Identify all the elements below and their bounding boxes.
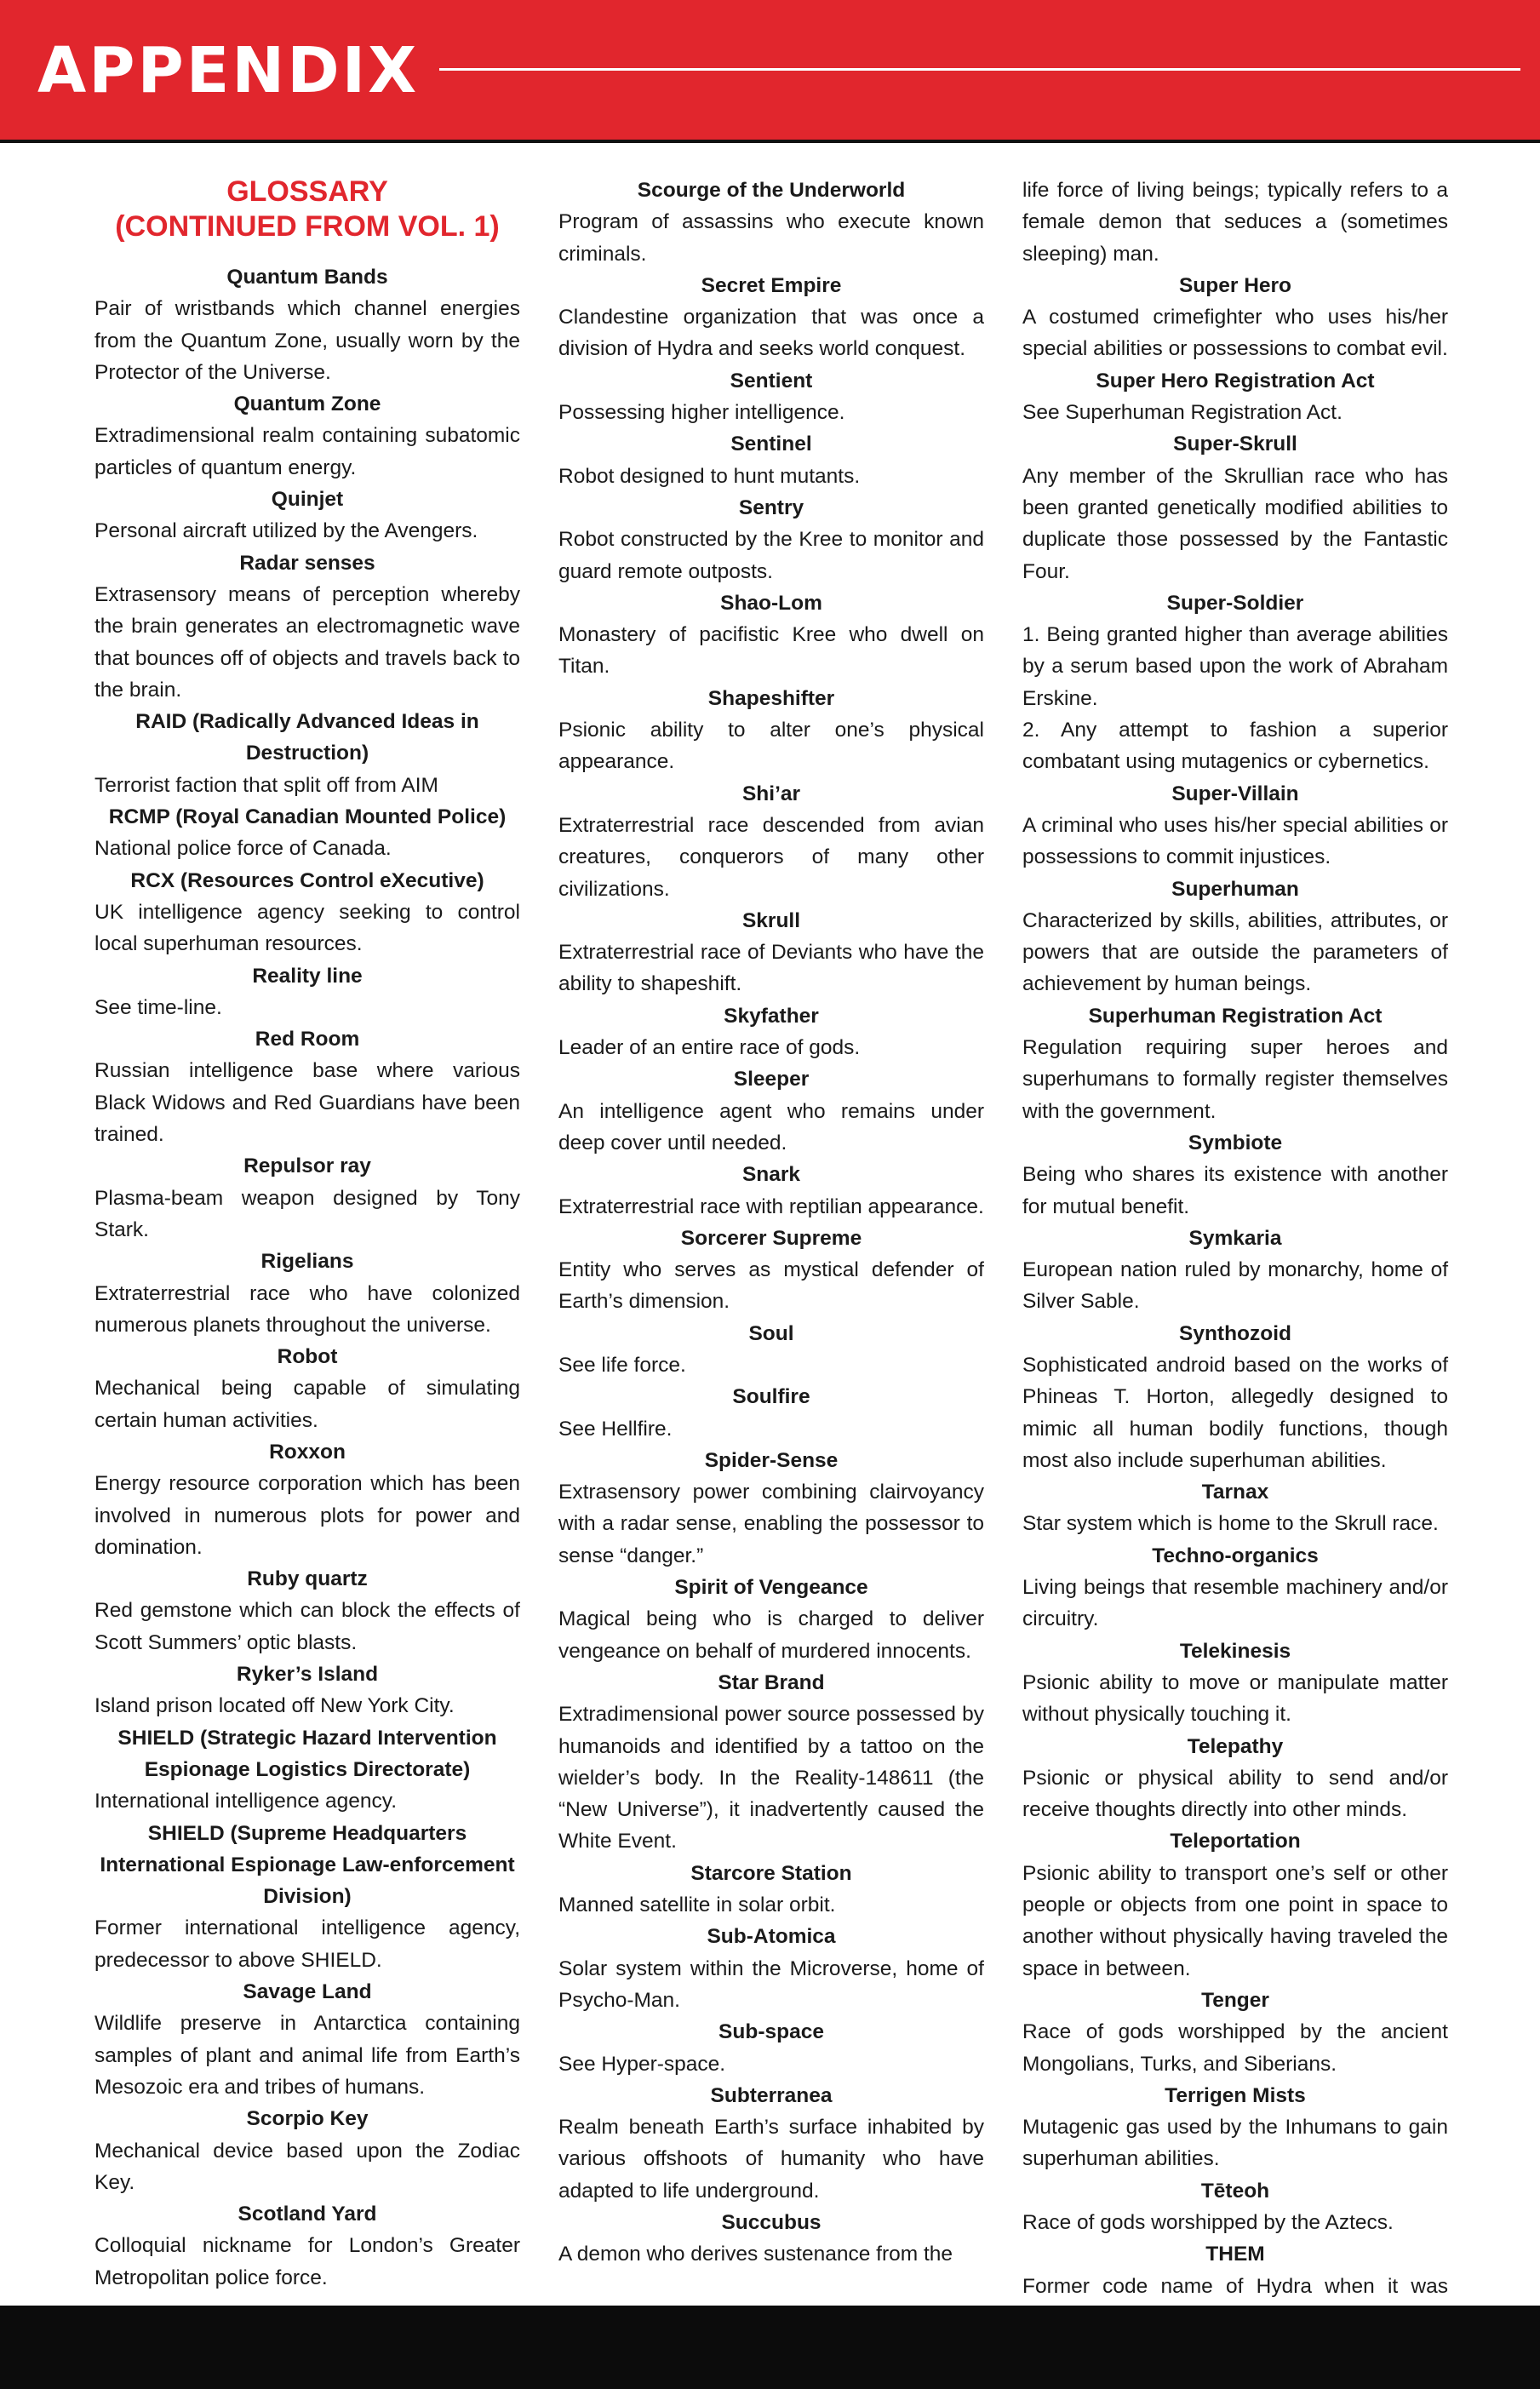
glossary-title-line-1: GLOSSARY [226,175,388,208]
glossary-term: Skyfather [724,1004,819,1028]
glossary-definition: Any member of the Skrullian race who has been granted genetically modified abilities to duplicate those possessed by the Fantastic Four. [1022,464,1448,583]
glossary-definition: Extraterrestrial race descended from avian creatures, conquerors of many other civilizations. [558,813,984,901]
glossary-term: Roxxon [269,1440,346,1464]
glossary-definition: Manned satellite in solar orbit. [558,1893,836,1917]
glossary-definition: Colloquial nickname for London’s Greater Metropolitan police force. [94,2234,520,2289]
glossary-term: Snark [741,1163,801,1187]
glossary-definition: A demon who derives sustenance from the [558,2243,953,2266]
glossary-definition: Personal aircraft utilized by the Avengers. [94,519,478,543]
glossary-term: Subterranea [710,2083,833,2107]
glossary-definition: Clandestine organization that was once a division of Hydra and seeks world conquest. [558,306,984,361]
glossary-definition: UK intelligence agency seeking to control local superhuman resources. [94,900,520,956]
glossary-definition: Living beings that resemble machinery and/or circuitry. [1022,1576,1448,1631]
column-3 [1022,175,1448,2334]
glossary-term: THEM [1205,2243,1265,2266]
glossary-definition: Leader of an entire race of gods. [558,1036,861,1060]
glossary-term: Sentry [738,496,804,519]
glossary-definition: Extradimensional power source possessed by humanoids and identified by a tattoo on the wielder’s body. In the Reality-148611 (the “New Universe”), it inadvertently caused the White Event. [558,1703,984,1853]
glossary-definition: Robot designed to hunt mutants. [558,464,861,488]
glossary-definition: See Hyper-space. [558,2052,726,2076]
glossary-definition: 1. Being granted higher than average abilities by a serum based upon the work of Abraham Erskine. [1022,623,1448,710]
glossary-term: SHIELD (Strategic Hazard Intervention Espionage Logistics Directorate) [117,1726,497,1781]
column-1-entries [94,261,520,2294]
glossary-term: Quantum Zone [233,392,381,416]
glossary-definition: Entity who serves as mystical defender of Earth’s dimension. [558,1258,984,1314]
glossary-term: Ryker’s Island [236,1663,379,1687]
glossary-definition: A costumed crimefighter who uses his/her special abilities or possessions to combat evil. [1022,306,1448,361]
glossary-definition: An intelligence agent who remains under deep cover until needed. [558,1099,984,1154]
glossary-definition: Solar system within the Microverse, home of Psycho-Man. [558,1956,984,2012]
glossary-term: Spirit of Vengeance [674,1576,868,1600]
glossary-definition: Plasma-beam weapon designed by Tony Stark. [94,1186,520,1241]
glossary-term: Techno-organics [1152,1544,1319,1567]
glossary-definition: Regulation requiring super heroes and superhumans to formally register themselves with the government. [1022,1036,1448,1123]
glossary-term: Telekinesis [1179,1639,1291,1663]
glossary-term: Starcore Station [690,1861,852,1885]
glossary-definition: Mechanical being capable of simulating certain human activities. [94,1377,520,1432]
glossary-definition: Island prison located off New York City. [94,1694,455,1718]
glossary-term: Symkaria [1188,1226,1282,1250]
glossary-term: Teleportation [1170,1830,1301,1853]
glossary-term: Shapeshifter [707,686,835,710]
glossary-definition: Extraterrestrial race who have colonized numerous planets throughout the universe. [94,1281,520,1337]
glossary-term: Ruby quartz [247,1567,368,1591]
glossary-term: Succubus [721,2211,822,2234]
column-2-entries [558,175,984,2271]
glossary-term: Robot [277,1345,338,1369]
glossary-term: Synthozoid [1178,1321,1291,1345]
glossary-definition: Robot constructed by the Kree to monitor and guard remote outposts. [558,528,984,583]
glossary-definition: Being who shares its existence with another for mutual benefit. [1022,1163,1448,1218]
glossary-term: Symbiote [1188,1131,1283,1154]
glossary-term: Rigelians [260,1250,354,1274]
glossary-definition: Psionic ability to move or manipulate matter without physically touching it. [1022,1670,1448,1727]
glossary-definition: Energy resource corporation which has been involved in numerous plots for power and domination. [94,1472,520,1559]
page-title: APPENDIX [37,34,420,107]
glossary-definition: Russian intelligence base where various Black Widows and Red Guardians have been trained. [94,1059,520,1147]
glossary-definition: Race of gods worshipped by the Aztecs. [1022,2211,1394,2234]
glossary-term: Telepathy [1187,1734,1284,1758]
column-3-entries [1022,175,1448,2334]
glossary-term: Super-Soldier [1166,591,1304,615]
glossary-definition: European nation ruled by monarchy, home of Silver Sable. [1022,1258,1448,1314]
glossary-definition: Characterized by skills, abilities, attributes, or powers that are outside the parameters of achievement by human beings. [1022,908,1448,996]
glossary-term: Sub-Atomica [707,1925,836,1949]
appendix-header [0,0,1540,143]
glossary-term: Tenger [1201,1988,1269,2012]
glossary-term: Savage Land [243,1980,372,2004]
glossary-term: RCX (Resources Control eXecutive) [130,868,484,892]
glossary-term: Star Brand [718,1670,825,1694]
glossary-definition: International intelligence agency. [94,1790,398,1813]
glossary-definition: See Hellfire. [558,1417,673,1441]
glossary-term: RAID (Radically Advanced Ideas in Destruction) [135,710,479,765]
glossary-term: RCMP (Royal Canadian Mounted Police) [108,805,507,829]
glossary-term: Soulfire [732,1385,810,1409]
glossary-definition: Extradimensional realm containing subatomic particles of quantum energy. [94,424,520,479]
glossary-term: Reality line [252,964,363,988]
glossary-term: Radar senses [239,551,375,575]
glossary-definition: Psionic ability to transport one’s self or other people or objects from one point in space to another without physically having traveled the space in between. [1022,1861,1448,1980]
glossary-term: Super-Villain [1171,782,1299,805]
glossary-definition: Program of assassins who execute known criminals. [558,210,984,266]
glossary-term: Quinjet [271,488,344,512]
glossary-term: Sentinel [730,433,812,456]
glossary-term: Shao-Lom [720,591,822,615]
glossary-definition: See time-line. [94,995,222,1019]
glossary-term: Spider-Sense [704,1448,839,1472]
glossary-term: Repulsor ray [243,1154,371,1178]
header-rule [439,68,1520,71]
glossary-definition: Race of gods worshipped by the ancient Mongolians, Turks, and Siberians. [1022,2020,1448,2076]
glossary-term: Skrull [741,908,801,932]
glossary-term: Superhuman [1171,877,1299,901]
glossary-term: Sentient [730,369,813,392]
glossary-term: Soul [748,1321,794,1345]
glossary-term: Terrigen Mists [1165,2083,1306,2107]
glossary-term: Super Hero Registration Act [1096,369,1375,392]
glossary-term: Shi’ar [741,782,801,805]
glossary-definition: life force of living beings; typically refers to a female demon that seduces a (sometimes sleeping) man. [1022,179,1448,266]
glossary-definition: Mechanical device based upon the Zodiac Key. [94,2139,520,2194]
glossary-definition: Psionic ability to alter one’s physical appearance. [558,719,984,774]
glossary-definition: Extrasensory means of perception whereby the brain generates an electromagnetic wave that bounces off of objects and travels back to the brain. [94,582,520,702]
glossary-definition: A criminal who uses his/her special abilities or possessions to commit injustices. [1022,813,1448,869]
glossary-definition: Pair of wristbands which channel energies from the Quantum Zone, usually worn by the Protector of the Universe. [94,297,520,384]
glossary-term: Sorcerer Supreme [680,1226,862,1250]
glossary-term: Secret Empire [701,273,842,297]
glossary-term: Scourge of the Underworld [637,179,906,202]
glossary-definition: Extraterrestrial race with reptilian appearance. [558,1194,984,1218]
glossary-title [94,175,520,244]
glossary-definition: Possessing higher intelligence. [558,401,845,425]
glossary-title-line-2: (CONTINUED FROM VOL. 1) [115,210,500,243]
glossary-term: Tēteoh [1200,2179,1270,2203]
glossary-definition: Red gemstone which can block the effects of Scott Summers’ optic blasts. [94,1599,520,1654]
glossary-definition: Sophisticated android based on the works of Phineas T. Horton, allegedly designed to mimic all human bodily functions, though most also include superhuman abilities. [1022,1353,1448,1472]
glossary-definition: Former international intelligence agency, predecessor to above SHIELD. [94,1916,520,1972]
glossary-definition: Mutagenic gas used by the Inhumans to gain superhuman abilities. [1022,2116,1448,2171]
glossary-definition: Former code name of Hydra when it was [1022,2274,1448,2298]
glossary-term: Scorpio Key [246,2107,369,2131]
glossary-term: Super Hero [1178,273,1292,297]
glossary-definition: National police force of Canada. [94,837,392,861]
glossary-term: Red Room [255,1028,360,1051]
glossary-term: Scotland Yard [238,2203,377,2226]
glossary-definition: 2. Any attempt to fashion a superior combatant using mutagenics or cybernetics. [1022,719,1448,774]
glossary-definition: Psionic or physical ability to send and/or receive thoughts directly into other minds. [1022,1766,1448,1822]
glossary-definition: Star system which is home to the Skrull race. [1022,1512,1439,1536]
glossary-definition: See life force. [558,1353,686,1377]
glossary-term: Sub-space [718,2020,824,2044]
glossary-term: SHIELD (Supreme Headquarters International Espionage Law-enforcement Division) [100,1821,515,1909]
column-1 [94,175,520,2294]
glossary-term: Tarnax [1201,1481,1269,1504]
glossary-definition: See Superhuman Registration Act. [1022,401,1342,425]
footer-bar [0,2306,1540,2389]
glossary-definition: Extrasensory power combining clairvoyancy with a radar sense, enabling the possessor to sense “danger.” [558,1481,984,1567]
glossary-definition: Wildlife preserve in Antarctica containing samples of plant and animal life from Earth’s Mesozoic era and tribes of humans. [94,2012,520,2099]
column-2 [558,175,984,2271]
glossary-term: Quantum Bands [226,266,388,289]
glossary-term: Super-Skrull [1173,433,1297,456]
glossary-definition: Magical being who is charged to deliver vengeance on behalf of murdered innocents. [558,1607,984,1663]
glossary-definition: Extraterrestrial race of Deviants who have the ability to shapeshift. [558,941,984,996]
glossary-term: Sleeper [733,1068,810,1091]
glossary-definition: Terrorist faction that split off from AIM [94,773,438,797]
glossary-definition: Monastery of pacifistic Kree who dwell on Titan. [558,623,984,679]
glossary-term: Superhuman Registration Act [1088,1004,1383,1028]
glossary-definition: Realm beneath Earth’s surface inhabited by various offshoots of humanity who have adapted to life underground. [558,2116,984,2203]
